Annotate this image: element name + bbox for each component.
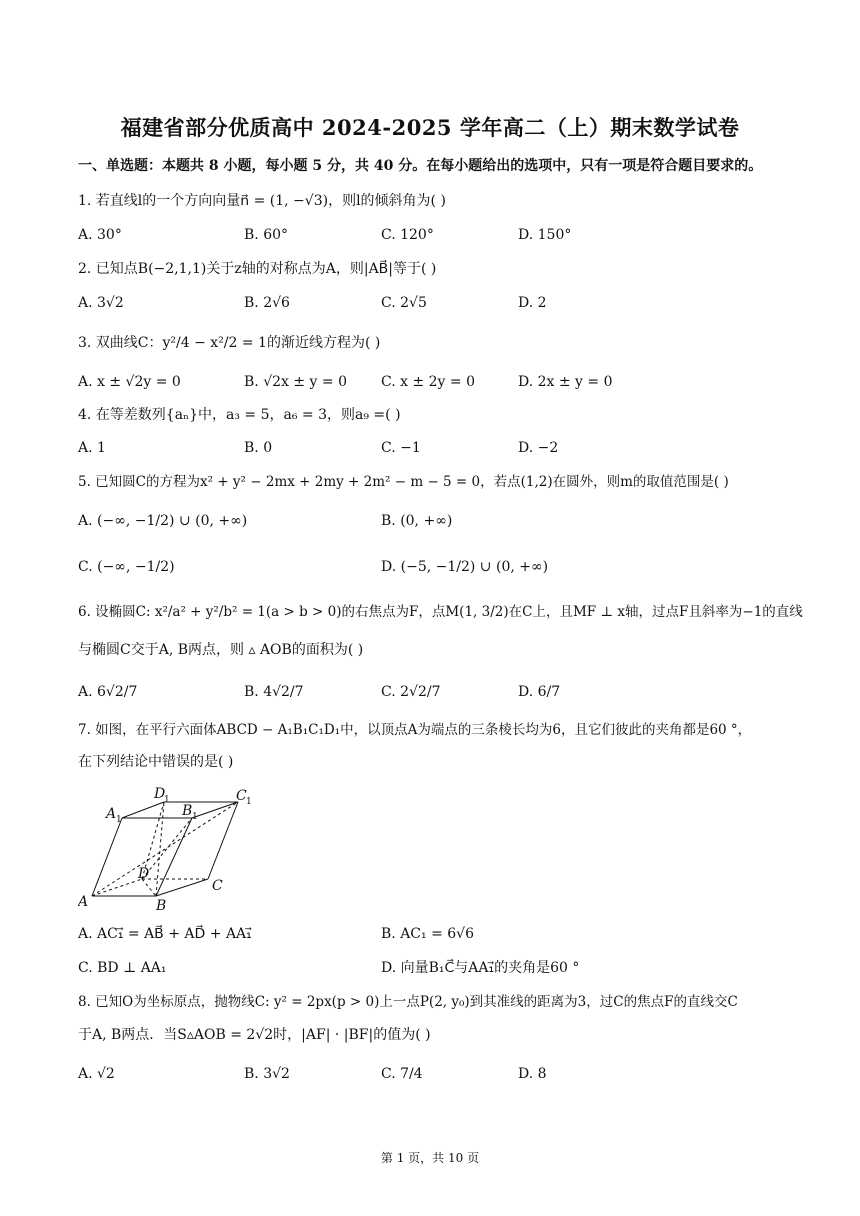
q2-option-d: D. 2 [518, 295, 547, 311]
label-A1-sub: 1 [116, 815, 122, 825]
q5-option-c: C. (−∞, −1/2) [78, 559, 175, 575]
question-7-stem-continued: 在下列结论中错误的是( ) [78, 754, 234, 770]
label-B1-sub: 1 [192, 812, 198, 822]
parallelepiped-figure [78, 782, 268, 912]
label-D: D [138, 866, 150, 882]
label-C1: C [236, 788, 247, 804]
q2-option-b: B. 2√6 [244, 295, 290, 311]
page-title: 福建省部分优质高中 2024-2025 学年高二（上）期末数学试卷 [120, 115, 740, 140]
q2-option-a: A. 3√2 [78, 295, 124, 311]
q4-option-d: D. −2 [518, 440, 559, 456]
q7-option-d: D. 向量B₁C⃗与AA₁⃗的夹角是60 ° [381, 960, 580, 976]
q6-option-c: C. 2√2/7 [381, 684, 441, 700]
label-A1: A [106, 806, 117, 822]
label-C: C [212, 878, 223, 894]
question-1-stem: 1. 若直线l的一个方向向量n⃗ = (1, −√3)，则l的倾斜角为( ) [78, 193, 446, 209]
label-B1: B [182, 803, 193, 819]
q6-option-d: D. 6/7 [518, 684, 561, 700]
question-6-stem: 6. 设椭圆C: x²/a² + y²/b² = 1(a > b > 0)的右焦点为F，点M(1, 3/2)在C上，且MF ⊥ x轴，过点F且斜率为−1的直线 [78, 604, 803, 620]
q8-option-d: D. 8 [518, 1066, 547, 1082]
q3-option-b: B. √2x ± y = 0 [244, 374, 347, 390]
question-5-stem: 5. 已知圆C的方程为x² + y² − 2mx + 2my + 2m² − m − 5 = 0，若点(1,2)在圆外，则m的取值范围是( ) [78, 474, 729, 490]
label-B: B [156, 898, 167, 912]
q8-option-c: C. 7/4 [381, 1066, 423, 1082]
question-4-stem: 4. 在等差数列{aₙ}中，a₃ = 5，a₆ = 3，则a₉ =( ) [78, 407, 401, 423]
q4-option-b: B. 0 [244, 440, 273, 456]
q8-option-b: B. 3√2 [244, 1066, 290, 1082]
q7-option-b: B. AC₁ = 6√6 [381, 926, 474, 942]
q5-option-d: D. (−5, −1/2) ∪ (0, +∞) [381, 559, 549, 575]
q7-option-c: C. BD ⊥ AA₁ [78, 960, 167, 976]
q4-option-a: A. 1 [78, 440, 106, 456]
q3-option-d: D. 2x ± y = 0 [518, 374, 613, 390]
question-7-stem: 7. 如图，在平行六面体ABCD − A₁B₁C₁D₁中，以顶点A为端点的三条棱长均为6，且它们彼此的夹角都是60 °， [78, 722, 752, 738]
q5-option-b: B. (0, +∞) [381, 513, 453, 529]
question-2-stem: 2. 已知点B(−2,1,1)关于z轴的对称点为A，则|AB⃗|等于( ) [78, 261, 437, 277]
q6-option-a: A. 6√2/7 [78, 684, 138, 700]
q1-option-a: A. 30° [78, 227, 122, 243]
q7-option-a: A. AC₁⃗ = AB⃗ + AD⃗ + AA₁⃗ [78, 926, 252, 942]
q4-option-c: C. −1 [381, 440, 421, 456]
q5-option-a: A. (−∞, −1/2) ∪ (0, +∞) [78, 513, 248, 529]
question-6-stem-continued: 与椭圆C交于A, B两点，则 ▵ AOB的面积为( ) [78, 642, 364, 658]
question-3-stem: 3. 双曲线C：y²/4 − x²/2 = 1的渐近线方程为( ) [78, 335, 381, 351]
label-A: A [78, 894, 89, 910]
q3-option-c: C. x ± 2y = 0 [381, 374, 475, 390]
label-C1-sub: 1 [246, 797, 252, 807]
q1-option-b: B. 60° [244, 227, 289, 243]
label-D1-sub: 1 [164, 795, 170, 805]
q1-option-c: C. 120° [381, 227, 434, 243]
q8-option-a: A. √2 [78, 1066, 115, 1082]
section-heading: 一、单选题：本题共 8 小题，每小题 5 分，共 40 分。在每小题给出的选项中，只有一项是符合题目要求的。 [78, 158, 763, 174]
q6-option-b: B. 4√2/7 [244, 684, 304, 700]
page-footer: 第 1 页，共 10 页 [380, 1151, 480, 1165]
question-8-stem-continued: 于A, B两点．当S▵AOB = 2√2时，|AF| · |BF|的值为( ) [78, 1027, 431, 1043]
question-8-stem: 8. 已知O为坐标原点，抛物线C: y² = 2px(p > 0)上一点P(2, y₀)到其准线的距离为3，过C的焦点F的直线交C [78, 994, 738, 1010]
q3-option-a: A. x ± √2y = 0 [78, 374, 181, 390]
q1-option-d: D. 150° [518, 227, 572, 243]
q2-option-c: C. 2√5 [381, 295, 427, 311]
label-D1: D [154, 786, 166, 802]
